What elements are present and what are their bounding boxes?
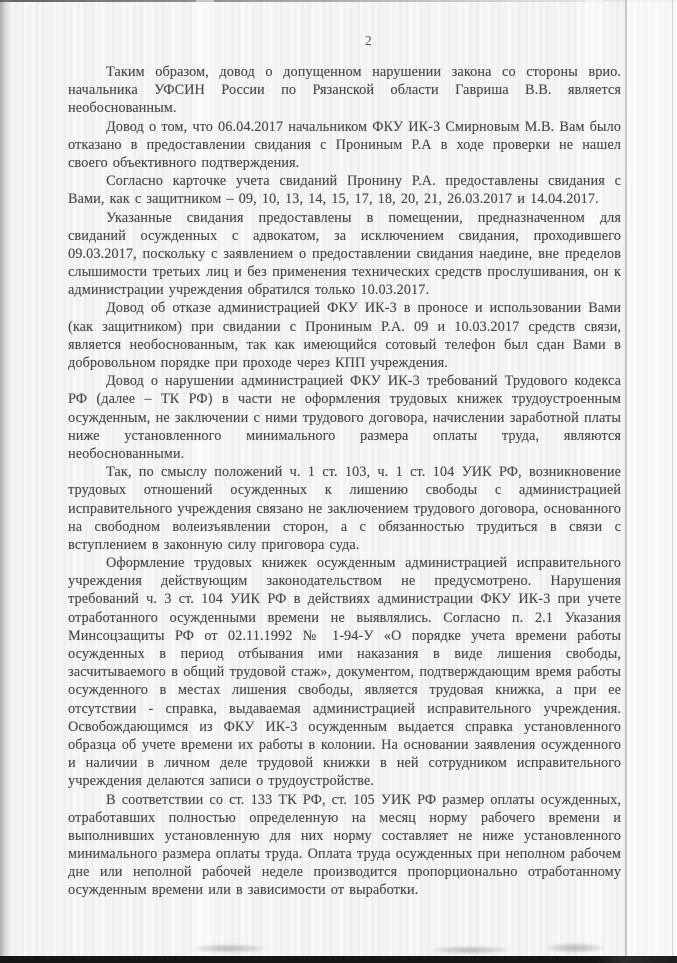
scan-fold-line (625, 0, 627, 963)
paragraph: В соответствии со ст. 133 ТК РФ, ст. 105 УИК РФ размер оплаты осужденных, отработавших полностью определенную на месяц норму рабочего времени и выполнивших установленную для них норму составляет не ниже установленного минимального размера оплаты труда. Оплата труда осужденных при неполном рабочем дне или неполной рабочей неделе производится пропорционально отработанному осужденным времени или в зависимости от выработки. (68, 791, 621, 899)
scan-edge-top (0, 0, 677, 2)
paragraph: Довод о том, что 06.04.2017 начальником ФКУ ИК-3 Смирновым М.В. Вам было отказано в предоставлении свидания с Прониным Р.А в ходе проверки не нашел своего объективного подтверждения. (68, 118, 621, 171)
document-body (68, 63, 621, 900)
paragraph: Оформление трудовых книжек осужденным администрацией исправительного учреждения действующим законодательством не предусмотрено. Нарушения требований ч. 3 ст. 104 УИК РФ в действиях администрации ФКУ ИК-3 при учете отработанного осужденными времени не выявлялись. Согласно п. 2.1 Указания Минсоцзащиты РФ от 02.11.1992 № 1-94-У «О порядке учета времени работы осужденных в период отбывания ими наказания в виде лишения свободы, засчитываемого в общий трудовой стаж», документом, подтверждающим время работы осужденного в местах лишения свободы, является трудовая книжка, а при ее отсутствии - справка, выдаваемая администрацией исправительного учреждения. Освобождающимся из ФКУ ИК-3 осужденным выдается справка установленного образца об учете времени их работы в колонии. На основании заявления осужденного и наличии в личном деле трудовой книжки в ней сотрудником исправительного учреждения делаются записи о трудоустройстве. (68, 555, 621, 790)
paragraph: Так, по смыслу положений ч. 1 ст. 103, ч. 1 ст. 104 УИК РФ, возникновение трудовых отношений осужденных к лишению свободы с администрацией исправительного учреждения связано не заключением трудового договора, основанного на свободном волеизъявлении сторон, а с обязанностью трудиться в связи с вступлением в законную силу приговора суда. (68, 464, 621, 553)
scan-right-margin (627, 0, 677, 963)
page-number: 2 (364, 33, 373, 48)
scan-smudge (192, 944, 266, 953)
paragraph: Довод об отказе администрацией ФКУ ИК-3 в проносе и использовании Вами (как защитником) при свидании с Прониным Р.А. 09 и 10.03.2017 средств связи, является необоснованным, так как имеющийся сотовый телефон был сдан Вами в добровольном порядке при проходе через КПП учреждения. (68, 300, 621, 371)
paragraph: Довод о нарушении администрацией ФКУ ИК-3 требований Трудового кодекса РФ (далее – ТК РФ) в части не оформления трудовых книжек трудоустроенным осужденным, не заключении с ними трудового договора, начислении заработной платы ниже установленного минимального размера оплаты труда, являются необоснованными. (68, 373, 621, 462)
scan-right-edge-line (672, 0, 673, 963)
paragraph: Согласно карточке учета свиданий Пронину Р.А. предоставлены свидания с Вами, как с защитником – 09, 10, 13, 14, 15, 17, 18, 20, 21, 26.03.2017 и 14.04.2017. (68, 173, 621, 208)
paragraph: Указанные свидания предоставлены в помещении, предназначенном для свиданий осужденных с адвокатом, за исключением свидания, проходившего 09.03.2017, поскольку с заявлением о предоставлении свидания наедине, вне пределов слышимости третьих лиц и без применения технических средств прослушивания, он к администрации учреждения обратился только 10.03.2017. (68, 209, 621, 299)
scan-edge-left (0, 0, 13, 963)
scan-bottom-bar (0, 956, 677, 963)
scan-smudge (430, 946, 510, 954)
paragraph: Таким образом, довод о допущенном нарушении закона со стороны врио. начальника УФСИН России по Рязанской области Гавриша В.В. является необоснованным. (68, 64, 621, 117)
scan-smudge (545, 943, 605, 953)
